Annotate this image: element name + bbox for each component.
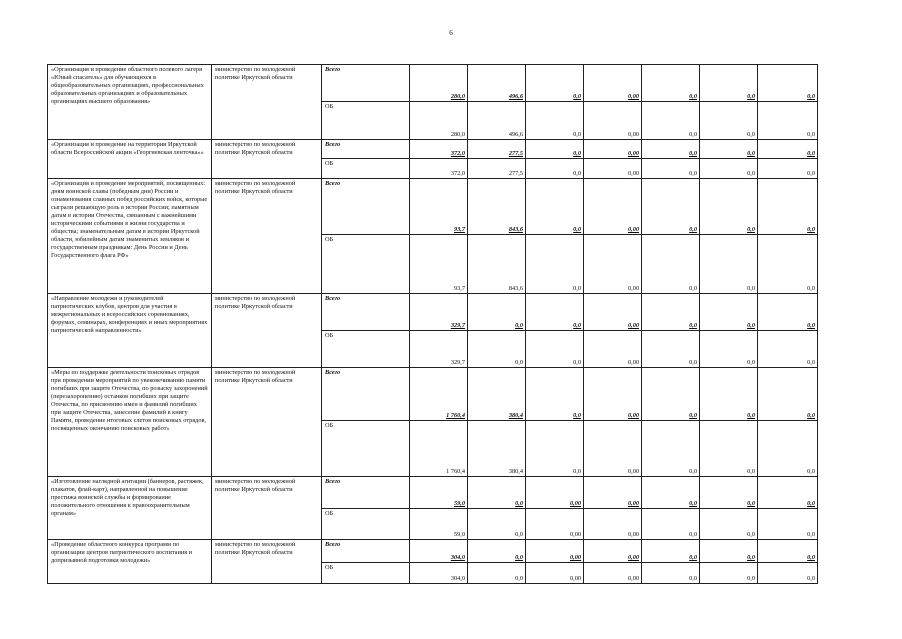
ob-amount: 0,0 [807, 531, 815, 538]
ob-amount: 0,0 [747, 131, 755, 138]
total-amount: 0,0 [515, 500, 523, 507]
amount-cell [758, 65, 818, 140]
ob-amount: 372,0 [450, 170, 465, 177]
total-amount: 0,00 [627, 500, 639, 507]
total-amount: 372,0 [450, 150, 465, 157]
total-amount: 0,0 [747, 500, 755, 507]
funding-source-cell [322, 179, 410, 294]
amount-cell [410, 179, 468, 294]
total-amount: 0,0 [747, 93, 755, 100]
ob-amount: 0,0 [747, 468, 755, 475]
ob-amount: 0,00 [627, 468, 639, 475]
funding-source-cell [322, 140, 410, 179]
amount-cell [526, 368, 584, 477]
ob-amount: 329,7 [450, 359, 465, 366]
ob-amount: 0,0 [807, 170, 815, 177]
amount-cell [700, 65, 758, 140]
ob-amount: 0,00 [569, 531, 581, 538]
funding-source-cell [322, 294, 410, 368]
ob-amount: 0,0 [689, 170, 697, 177]
amount-cell [410, 65, 468, 140]
amount-cell [642, 294, 700, 368]
amount-cell [410, 540, 468, 584]
total-amount: 277,5 [508, 150, 523, 157]
amount-cell [468, 179, 526, 294]
amount-cell [584, 294, 642, 368]
amount-cell [410, 294, 468, 368]
amount-cell [526, 477, 584, 540]
source-ob-label: ОБ [322, 234, 409, 293]
total-amount: 329,7 [450, 322, 465, 329]
amount-cell [584, 179, 642, 294]
ob-amount: 0,00 [627, 170, 639, 177]
source-ob-label: ОБ [322, 101, 409, 139]
amount-cell [700, 140, 758, 179]
total-amount: 0,0 [807, 500, 815, 507]
total-amount: 0,0 [689, 554, 697, 561]
ob-amount: 0,0 [689, 131, 697, 138]
ob-amount: 0,0 [515, 575, 523, 582]
ob-amount: 0,0 [747, 575, 755, 582]
amount-cell [526, 540, 584, 584]
total-amount: 0,0 [747, 322, 755, 329]
amount-cell [642, 368, 700, 477]
total-amount: 0,0 [807, 226, 815, 233]
amount-cell [758, 140, 818, 179]
ob-amount: 0,0 [807, 359, 815, 366]
ob-amount: 0,0 [573, 359, 581, 366]
amount-cell [758, 179, 818, 294]
total-amount: 280,0 [450, 93, 465, 100]
table-body [48, 65, 818, 584]
ob-amount: 0,0 [747, 531, 755, 538]
ob-amount: 0,0 [573, 468, 581, 475]
table-row [48, 294, 818, 368]
amount-cell [410, 140, 468, 179]
total-amount: 0,0 [689, 322, 697, 329]
responsible-cell: министерство по молодежной политике Иркутской области [212, 65, 322, 140]
total-amount: 0,0 [747, 554, 755, 561]
total-amount: 0,0 [573, 93, 581, 100]
amount-cell [700, 294, 758, 368]
ob-amount: 0,00 [627, 359, 639, 366]
table-row [48, 65, 818, 140]
total-amount: 0,0 [807, 412, 815, 419]
total-amount: 0,00 [627, 226, 639, 233]
funding-source-cell [322, 477, 410, 540]
amount-cell [642, 477, 700, 540]
measure-name-cell: «Меры по поддержке деятельности поисковых отрядов при проведении мероприятий по увековечиванию памяти погибших при защите Отечества, по розыску захоронений (перезахоронению) останков погибших при защите Отечества, по присвоению имен и фамилий погибших при защите Отечества, занесение фамилий в книгу Памяти, проведение итоговых слетов поисковых отрядов, посвященных окончанию поисковых работ» [48, 368, 212, 477]
total-amount: 0,0 [573, 150, 581, 157]
ob-amount: 0,0 [689, 575, 697, 582]
total-amount: 0,0 [747, 226, 755, 233]
table-row [48, 540, 818, 584]
total-amount: 0,00 [627, 150, 639, 157]
measure-name-cell: «Направление молодежи и руководителей патриотических клубов, центров для участия в межрегиональных и всероссийских соревнованиях, форумах, семинарах, конференциях и иных мероприятиях патриотической направленности» [48, 294, 212, 368]
total-amount: 1 760,4 [446, 412, 465, 419]
source-ob-label: ОБ [322, 330, 409, 367]
ob-amount: 0,0 [807, 575, 815, 582]
total-amount: 0,0 [807, 554, 815, 561]
ob-amount: 843,6 [508, 285, 523, 292]
total-amount: 0,0 [747, 150, 755, 157]
total-amount: 0,0 [689, 150, 697, 157]
total-amount: 0,0 [747, 412, 755, 419]
source-total-label: Всего [325, 180, 341, 187]
amount-cell [584, 477, 642, 540]
ob-amount: 0,00 [627, 131, 639, 138]
amount-cell [410, 477, 468, 540]
ob-amount: 1 760,4 [446, 468, 465, 475]
total-amount: 0,0 [807, 93, 815, 100]
ob-amount: 496,6 [508, 131, 523, 138]
amount-cell [526, 140, 584, 179]
funding-source-cell [322, 540, 410, 584]
source-ob-label: ОБ [322, 420, 409, 476]
amount-cell [468, 368, 526, 477]
total-amount: 0,0 [807, 150, 815, 157]
source-ob-label: ОБ [322, 508, 409, 539]
ob-amount: 0,0 [807, 285, 815, 292]
amount-cell [584, 368, 642, 477]
amount-cell [700, 540, 758, 584]
source-total-label: Всего [325, 66, 341, 73]
budget-table [47, 64, 818, 584]
ob-amount: 0,0 [515, 531, 523, 538]
amount-cell [468, 140, 526, 179]
source-ob-label: ОБ [322, 158, 409, 178]
amount-cell [468, 540, 526, 584]
source-total-label: Всего [325, 295, 341, 302]
amount-cell [642, 140, 700, 179]
amount-cell [700, 179, 758, 294]
total-amount: 304,0 [450, 554, 465, 561]
total-amount: 0,0 [689, 93, 697, 100]
source-total-label: Всего [325, 478, 341, 485]
total-amount: 843,6 [508, 226, 523, 233]
amount-cell [526, 294, 584, 368]
table-row [48, 368, 818, 477]
amount-cell [410, 368, 468, 477]
amount-cell [584, 140, 642, 179]
table-row [48, 179, 818, 294]
total-amount: 0,0 [573, 322, 581, 329]
total-amount: 0,0 [689, 226, 697, 233]
total-amount: 59,0 [453, 500, 465, 507]
amount-cell [584, 540, 642, 584]
ob-amount: 0,00 [627, 531, 639, 538]
funding-source-cell [322, 368, 410, 477]
total-amount: 0,0 [689, 412, 697, 419]
amount-cell [468, 477, 526, 540]
total-amount: 93,7 [453, 226, 465, 233]
amount-cell [468, 294, 526, 368]
ob-amount: 380,4 [508, 468, 523, 475]
measure-name-cell: «Организация и проведение мероприятий, посвященных: дням воинской славы (победным дни) России и ознаменования славных побед российских войск, которые сыграли решающую роль в истории России; памятным датам в истории Отечества, связанным с важнейшими историческими событиями в жизни государства и общества; знаменательным датам в истории Иркутской области, юбилейным датам знаменитых земляков и государственным праздникам: День России и День Государственного флага РФ» [48, 179, 212, 294]
total-amount: 0,00 [627, 322, 639, 329]
ob-amount: 0,0 [689, 359, 697, 366]
measure-name-cell: «Организация и проведение на территории Иркутской области Всероссийской акции «Георгиевская ленточка»» [48, 140, 212, 179]
table-row [48, 477, 818, 540]
total-amount: 0,00 [627, 93, 639, 100]
total-amount: 0,0 [573, 412, 581, 419]
total-amount: 0,0 [807, 322, 815, 329]
total-amount: 0,00 [627, 554, 639, 561]
source-total-label: Всего [325, 541, 341, 548]
ob-amount: 0,0 [573, 170, 581, 177]
table-row [48, 140, 818, 179]
total-amount: 0,00 [627, 412, 639, 419]
ob-amount: 0,0 [689, 285, 697, 292]
amount-cell [700, 368, 758, 477]
amount-cell [526, 65, 584, 140]
page-number: 6 [449, 29, 453, 37]
amount-cell [642, 179, 700, 294]
ob-amount: 0,0 [689, 468, 697, 475]
ob-amount: 0,00 [627, 575, 639, 582]
ob-amount: 277,5 [508, 170, 523, 177]
amount-cell [758, 477, 818, 540]
ob-amount: 0,0 [515, 359, 523, 366]
total-amount: 0,00 [569, 500, 581, 507]
ob-amount: 0,0 [747, 359, 755, 366]
total-amount: 380,4 [508, 412, 523, 419]
amount-cell [758, 368, 818, 477]
ob-amount: 0,0 [573, 131, 581, 138]
total-amount: 0,0 [515, 322, 523, 329]
ob-amount: 0,0 [807, 468, 815, 475]
responsible-cell: министерство по молодежной политике Иркутской области [212, 179, 322, 294]
ob-amount: 0,0 [747, 285, 755, 292]
total-amount: 496,6 [508, 93, 523, 100]
measure-name-cell: «Проведение областного конкурса программ по организации центров патриотического воспитания и допризывной подготовки молодежи» [48, 540, 212, 584]
amount-cell [468, 65, 526, 140]
total-amount: 0,0 [515, 554, 523, 561]
source-total-label: Всего [325, 141, 341, 148]
total-amount: 0,00 [569, 554, 581, 561]
ob-amount: 0,00 [569, 575, 581, 582]
amount-cell [642, 65, 700, 140]
amount-cell [758, 540, 818, 584]
responsible-cell: министерство по молодежной политике Иркутской области [212, 540, 322, 584]
amount-cell [584, 65, 642, 140]
measure-name-cell: «Изготовление наглядной агитации (баннеров, растяжек, плакатов, флай-карт), направленной на повышение престижа воинской службы и формирование положительного отношения к правоохранительным органам» [48, 477, 212, 540]
ob-amount: 0,00 [627, 285, 639, 292]
ob-amount: 93,7 [453, 285, 465, 292]
source-ob-label: ОБ [322, 562, 409, 583]
amount-cell [642, 540, 700, 584]
ob-amount: 59,0 [453, 531, 465, 538]
source-total-label: Всего [325, 369, 341, 376]
responsible-cell: министерство по молодежной политике Иркутской области [212, 477, 322, 540]
ob-amount: 280,0 [450, 131, 465, 138]
ob-amount: 304,0 [450, 575, 465, 582]
total-amount: 0,0 [573, 226, 581, 233]
amount-cell [758, 294, 818, 368]
amount-cell [700, 477, 758, 540]
responsible-cell: министерство по молодежной политике Иркутской области [212, 140, 322, 179]
total-amount: 0,0 [689, 500, 697, 507]
ob-amount: 0,0 [573, 285, 581, 292]
ob-amount: 0,0 [689, 531, 697, 538]
ob-amount: 0,0 [747, 170, 755, 177]
amount-cell [526, 179, 584, 294]
ob-amount: 0,0 [807, 131, 815, 138]
measure-name-cell: «Организация и проведение областного полевого лагеря «Юный спасатель» для обучающихся в общеобразовательных организациях, профессиональных образовательных организациях и образовательных организациях высшего образования» [48, 65, 212, 140]
responsible-cell: министерство по молодежной политике Иркутской области [212, 294, 322, 368]
funding-source-cell [322, 65, 410, 140]
responsible-cell: министерство по молодежной политике Иркутской области [212, 368, 322, 477]
